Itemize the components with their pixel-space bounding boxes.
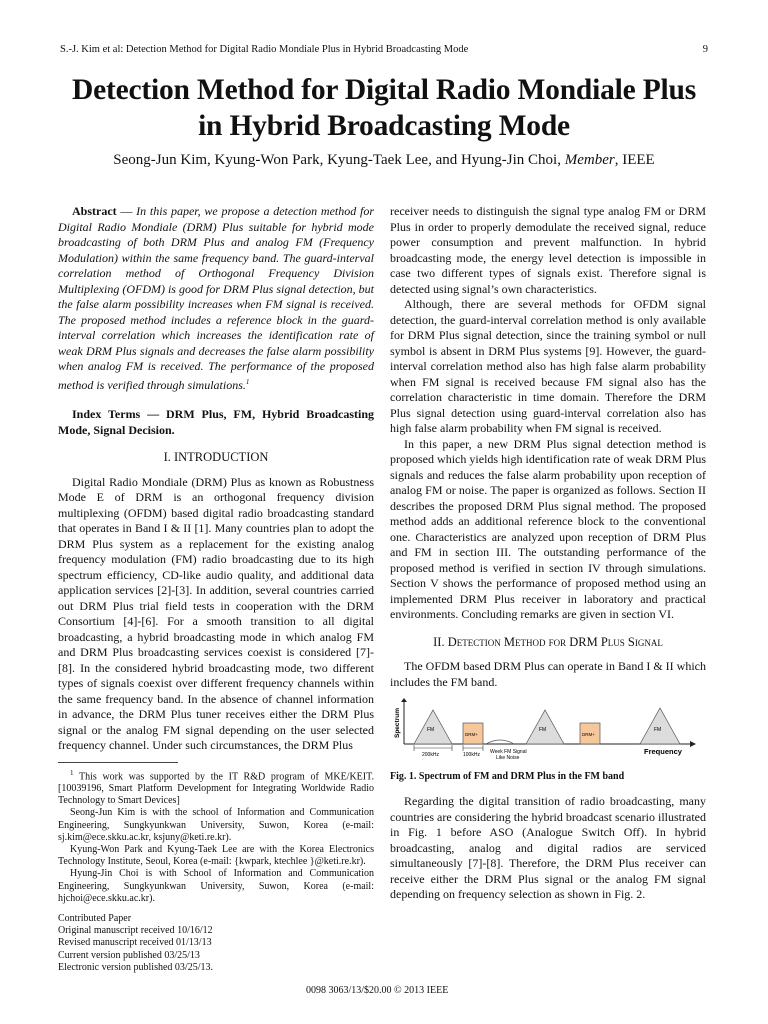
footnote-1-mark: 1 [70,768,74,777]
weak-fm-label-2: Like Noise [496,755,520,761]
title-line-2: in Hybrid Broadcasting Mode [198,110,570,142]
right-column [390,204,706,903]
footnote-2: Seong-Jun Kim is with the school of Information and Communication Engineering, Sungkyunkwan University, Suwon, Korea (e-mail: sj.kim@ece.skku.ac.kr, ksjuny@keti.re.kr). [58,807,374,843]
left-column [58,204,374,974]
figure-1-caption: Fig. 1. Spectrum of FM and DRM Plus in the FM band [390,770,625,782]
right-paragraph-2: Although, there are several methods for OFDM signal detection, the guard-interval correlation method is only available for DRM Plus signal detection, since the training symbol or null symbol is absent in DRM Plus systems [9]. However, the guard-interval correlation method also has high false alarm probability when FM signal is received because FM signal also has the correlation characteristic in time domain. Therefore the DRM Plus signal detection using guard-interval correlation also has high false alarm probability when FM signal is received. [390,297,706,435]
copyright-footer: 0098 3063/13/$20.00 © 2013 IEEE [306,985,449,996]
section-1-heading: I. INTRODUCTION [163,450,269,464]
y-axis-label: Spectrum [394,708,401,738]
running-header [60,44,708,55]
section-2-paragraph-2: Regarding the digital transition of radio broadcasting, many countries are considering the hybrid broadcast scenario illustrated in Fig. 1 before ASO (Analogue Switch Off). In hybrid broadcasting, analog and digital radios are serviced simultaneously [7]-[8]. Therefore, the DRM Plus receiver can receive either the DRM Plus signal or the analog FM signal depending on frequency selection as shown in Fig. 2. [390,794,706,901]
x-axis-label: Frequency [644,747,682,756]
index-terms: Index Terms — DRM Plus, FM, Hybrid Broadcasting Mode, Signal Decision. [58,407,374,437]
running-head-text: S.-J. Kim et al: Detection Method for Digital Radio Mondiale Plus in Hybrid Broadcasting Mode [60,44,469,55]
figure-1 [390,698,706,784]
contrib-line-4: Current version published 03/25/13 [58,949,200,961]
authors-names: Seong-Jun Kim, Kyung-Won Park, Kyung-Taek Lee, and Hyung-Jin Choi, [113,152,565,168]
bw-label-2: 100kHz [463,752,480,758]
authors-member: Member [564,152,615,168]
paper-title [40,72,728,144]
section-2-paragraph-1: The OFDM based DRM Plus can operate in Band I & II which includes the FM band. [390,659,706,689]
footnote-rule [58,762,178,763]
contrib-line-1: Contributed Paper [58,913,132,925]
drm-label-1: DRM+ [465,732,478,737]
authors-suffix: , IEEE [614,152,655,168]
footnote-4: Hyung-Jin Choi is with School of Information and Communication Engineering, Sungkyunkwan University, Suwon, Korea (e-mail: hjchoi@ece.skku.ac.kr). [58,868,374,904]
abstract-text: In this paper, we propose a detection method for Digital Radio Mondiale (DRM) Plus suitable for hybrid mode broadcasting of both DRM Plus and analog FM (Frequency Modulation) within the same frequency band. The guard-interval correlation method of Orthogonal Frequency Division Multiplexing (OFDM) is good for DRM Plus signal detection, but the false alarm possibility increases when FM signal is received. The proposed method includes a reference block in the guard-interval correlation which increases the identification rate of weak DRM Plus signals and decreases the false alarm possibility when analog FM is received. The performance of the proposed method is verified through simulations. [58,204,374,392]
drm-label-2: DRM+ [582,732,595,737]
right-paragraph-1: receiver needs to distinguish the signal type analog FM or DRM Plus in order to properly demodulate the received signal, reduce power consumption and prevent malfunction. In hybrid broadcasting mode, the energy level detection is impossible in case two different types of signals exist. Therefore signal is detected using signal’s own characteristics. [390,204,706,296]
section-2-heading: II. Detection Method for DRM Plus Signal [433,634,663,649]
contrib-line-3: Revised manuscript received 01/13/13 [58,937,212,949]
fm-label-2: FM [539,727,547,733]
abstract [58,204,374,393]
weak-fm-hump [486,740,514,744]
intro-paragraph-1: Digital Radio Mondiale (DRM) Plus as known as Robustness Mode E of DRM is an orthogonal frequency division multiplexing (OFDM) based digital radio broadcasting standard that operates in Band I & II [1]. Many countries plan to adopt the DRM Plus system as a replacement for the existing analog frequency modulation (FM) radio broadcasting due to its high spectrum efficiency, CD-like audio quality, and additional data application services [2]-[3]. In addition, several countries carried out DRM Plus trial field tests in cooperation with the DRM Consortium [4]-[6]. For a smooth transition to all digital broadcasting, a hybrid broadcasting mode in which analog FM and DRM Plus broadcasting services coexist is considered [7]-[8]. In the considered hybrid broadcasting mode, two different types of signals coexist over different frequency channels within the same frequency band. In the absence of channel information in advance, the DRM Plus tuner receives either the DRM Plus signal or the analog FM signal depending on the user selected frequency channel. Under such circumstances, the DRM Plus [58,474,374,752]
weak-fm-label-1: Week FM Signal [490,749,527,755]
y-axis-arrow [401,698,407,702]
author-list [40,152,728,169]
abstract-label: Abstract [72,204,117,218]
contrib-line-5: Electronic version published 03/25/13. [58,961,213,973]
footnote-3: Kyung-Won Park and Kyung-Taek Lee are with the Korea Electronics Technology Institute, Seoul, Korea (e-mail: {kwpark, ktechlee }@keti.re.kr). [58,844,374,868]
page-number: 9 [702,44,708,55]
contrib-line-2: Original manuscript received 10/16/12 [58,925,213,937]
abstract-dash: — [116,204,137,218]
title-line-1: Detection Method for Digital Radio Mondiale Plus [71,74,697,106]
fm-label-3: FM [654,727,662,733]
bw-label-1: 200kHz [422,752,439,758]
x-axis-arrow [690,741,696,747]
footnote-1 [58,767,374,808]
manuscript-info [58,913,374,974]
fm-label-1: FM [427,727,435,733]
abstract-footmark: 1 [245,377,250,386]
right-paragraph-3: In this paper, a new DRM Plus signal detection method is proposed which yields high identification rate of weak DRM Plus signals and reduces the false alarm probability upon reception of analog FM or noise. The paper is organized as follows. Section II describes the proposed DRM Plus signal method. The proposed method adds an additional reference block to the conventional one. Characteristics are analyzed upon reception of DRM Plus and FM in section III. The outstanding performance of the proposed method is verified in section IV through simulations. Section V shows the performance of proposed method using an implemented DRM Plus receiver in laboratory and practical environments. Concluding remarks are given in section VI. [390,436,706,621]
fm-peak-3 [640,708,680,744]
footnote-1-text: This work was supported by the IT R&D program of MKE/KEIT. [10039196, Smart Platform Development for Integrating Worldwide Radio Technology to Smart Devices] [58,770,374,807]
spectrum-diagram [390,698,706,762]
